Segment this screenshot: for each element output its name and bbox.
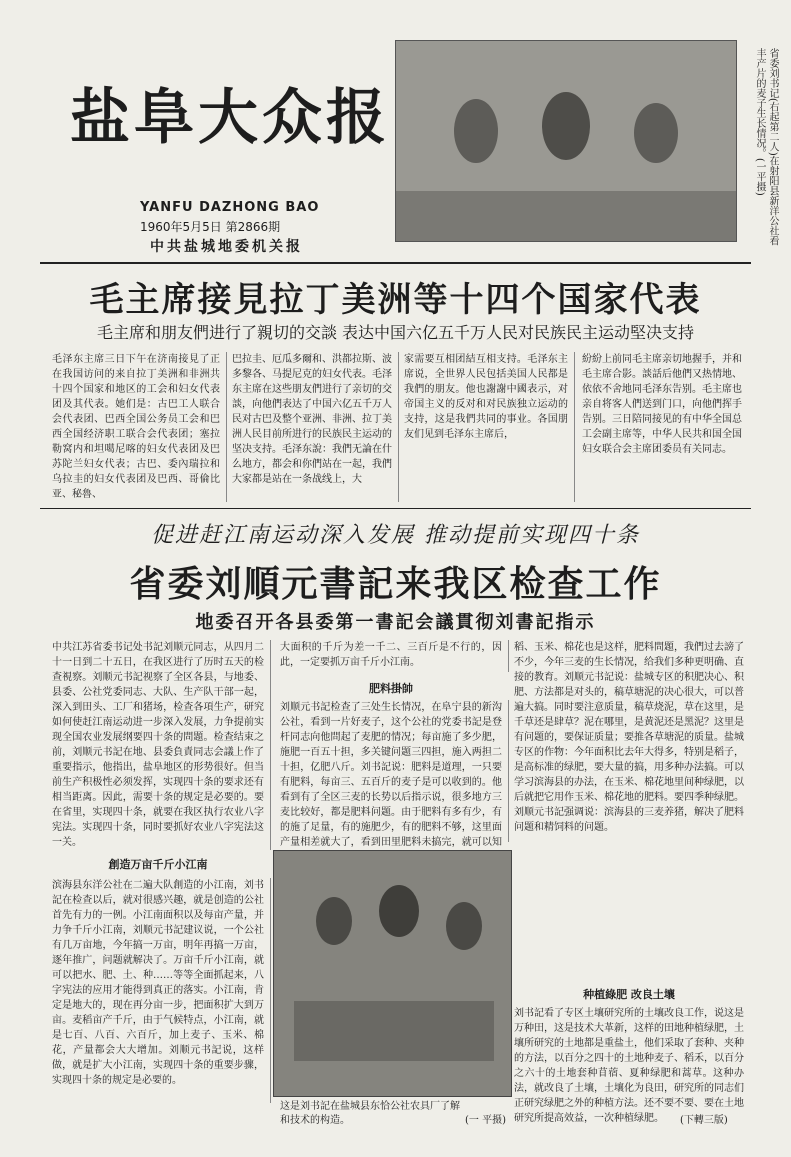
- lead-column-4: 紛紛上前同毛主席亲切地握手，并和毛主席合影。談話后他們又热情地、依依不舍地同毛泽东告别。毛主席也亲自将客人們送到门口，向他們挥手告别。三日陪同接见的有中华全国总工会副主席等，中华人民共和国全国妇女联合会主席团委员有关同志。: [582, 354, 742, 455]
- second-kicker: 促进赶江南运动深入发展 推动提前实现四十条: [151, 523, 640, 548]
- second-column-1-subtitle: 創造万亩千斤小江南: [108, 858, 208, 871]
- second-column-2-subtitle: 肥料掛帥: [369, 682, 413, 695]
- lead-subhead: 毛主席和朋友們进行了親切的交談 表达中国六亿五千万人民对民族民主运动堅决支持: [96, 323, 695, 342]
- mid-photo: [273, 850, 512, 1097]
- masthead-pinyin: YANFU DAZHONG BAO: [140, 200, 320, 215]
- mid-photo-credit: (一 平摄): [465, 1115, 506, 1126]
- lead-column-2: 巴拉圭、厄瓜多爾和、洪都拉斯、波多黎各、马提尼克的妇女代表。毛泽东主席在这些朋友們进行了亲切的交談，向他們表达了中国六亿五千万人民对古巴及整个亚洲、非洲、拉丁美洲人民目前所进行的民族民主运动的坚决支持。毛泽东說：我們无論在什么地方，都会和你們站在一起，我們大家都是站在一条战线上，大: [232, 352, 399, 502]
- second-column-1: 中共江苏省委书记处书記刘顺元同志，从四月二十一日到二十五日，在我区进行了历时五天的检查視察。刘顺元书記视察了全区各县，与地委、县委、公社党委同志、大队、生产队干部一起，深入到田头、工厂和猪场，检查各項生产，研究如何使赶江南运动进一步深入发展，力争提前实现全国农业发展纲要四十条的問題。检查结束之前，刘顺元书記在地、县委負責同志会議上作了重要指示，他指出，盐阜地区的形势很好。但当前生产积极性必须发挥，实现四十条的要求还有相当距离。因此，需要十条的规定是必要的。要在省里，实现四十条，就要在我区执行农业八字宪法。实现四十条，同时要抓好农业八字宪法这一关。: [52, 640, 271, 850]
- publisher-line: 中共盐城地委机关报: [150, 239, 303, 255]
- section-rule: [40, 508, 751, 509]
- top-photo-figures: [396, 41, 736, 241]
- second-column-3-text2: 刘书記看了专区土壤研究所的土壤改良工作，说这是万种田，这是技术大革新，这样的田地种植绿肥，土壤所研究的土地都是重盐土，他们采取了套种、夹种的方法，以百分之四十的土地种麦子、稻禾，以百分之六十的土地套种苜蓿、夏种绿肥和蒿草。这种办法，就改良了土壤，土壤化为良田，研究所的同志们正研究绿肥之外的种植方法。还不要不要、要在土地研究所提高效益，一次种植绿肥。: [514, 1008, 744, 1124]
- second-headline: 省委刘順元書記来我区检查工作: [129, 563, 662, 605]
- continued-note: (下轉三版): [680, 1115, 728, 1126]
- second-subhead: 地委召开各县委第一書記会議貫彻刘書記指示: [195, 612, 596, 633]
- lead-headline: 毛主席接見拉丁美洲等十四个国家代表: [89, 280, 702, 320]
- second-column-1-text2: 滨海县东洋公社在二遍大队創造的小江南，刘书記在检查以后，就对很感兴趣，就是创造的公社首先有力的一例。小江南面积以及每亩产量，并力争千斤小江南，刘顺元书記建议说，一个公社有几万亩地，今年搞一万亩，明年再搞一万亩，逐年推广，问题就解决了。万亩千斤小江南，就可以把水、肥、土、种……等等全面抓起来，八字宪法的应用才能得到真正的落实。小江南，肯定是地大的，现在再分亩一步，把面积扩大到万亩。麦稻亩产千斤，由于气候特点，小江南，就是七百、八百、六百斤，加上麦子、玉米、棉花，产量都会大大增加。刘顺元书記说，这样做，就是扩大小江南，实现四十条的重要步骤，实现四十条的规定是必要的。: [52, 878, 271, 1103]
- top-photo: [395, 40, 737, 242]
- mid-photo-scene: [274, 851, 511, 1096]
- second-column-2: 大面积的千斤为差一千二、三百斤是不行的，因此，一定要抓万亩千斤小江南。: [280, 640, 509, 672]
- masthead-rule: [40, 262, 751, 264]
- second-column-3-subtitle: 种植綠肥 改良土壤: [583, 988, 675, 1001]
- lead-column-1: 毛泽东主席三日下午在济南接見了正在我国访问的来自拉丁美洲和非洲共十四个国家和地区的工会和妇女代表团及其代表。她们是：古巴工人联合会代表团、巴西全国公务员工会和巴西全国经济职工联合会代表团；塞拉勒窝内和坦噶尼喀的妇女代表团及巴苏陀兰妇女代表；古巴、委內瑞拉和乌拉圭的妇女代表团及巴西、哥倫比亚、秘魯、: [52, 352, 227, 502]
- top-photo-caption: 省委刘书记(右起第二人)在射阳县新洋公社看丰产片的麦子生长情况。(一平摄): [754, 48, 778, 246]
- lead-column-3: 家需要互相团結互相支持。毛泽东主席说，全世界人民包括美国人民都是我們的朋友。他也謝謝中國表示，对帝国主义的反对和对民族独立运动的支持，这是我們共同的事业。各国朋友们见到毛泽东主席后，: [404, 352, 575, 502]
- masthead-title: 盐阜大众报: [70, 83, 390, 153]
- second-column-2-text2: 刘顺元书記检查了三处生长情况，在阜宁县的新沟公社，看到一片好麦子，这个公社的党委书記是登杆同志向他問起了麦肥的情况；每亩施了多少肥，施肥一百五十担，多关键问题三四担，施入两担二十担，亿肥八斤。刘书記说：肥料是道理，一只要有肥料，每亩三、五百斤的麦子是可以收到的。他看到有了全区三麦的长势以后指示说，很多地方三麦比较好，都是肥料问题。由于肥料有多有少，有的施了足量，有的施肥少，有的肥料不够，这里面产量相差就大了，看到田里肥料未搞完，就可以知: [280, 700, 509, 842]
- mid-photo-caption: 这是刘书記在盐城县东恰公社农具厂了解和技术的构造。: [280, 1101, 460, 1126]
- second-column-3: 稻、玉米、棉花也是这样，肥料問題，我們过去謗了不少，今年三麦的生长情况，给我们多种更明确、直接的教育。刘顺元书記说：盐城专区的积肥决心、积肥、方法都是对头的，稿草塘泥的决心很大，可以普遍大搞。同时要注意质量，稿草烧泥，草在这里，是千草还是肆草？泥在哪里，是黄泥还是黑泥？这里是有问题的，要保证质量；要推各草塘泥的质量。盐城专区的作物：今年面积比去年大得多，特别是稻子，是高标准的绿肥，要大量的搞，用多种办法搞。可以学习滨海县的办法，在玉米、棉花地里间种绿肥，以后就把它用作玉米、棉花地的肥料。要四季种绿肥。刘顺元书記强调说：滨海县的三麦养猪，解决了肥料问题和精饲料的问题。: [514, 642, 744, 833]
- issue-date: 1960年5月5日 第2866期: [140, 220, 281, 234]
